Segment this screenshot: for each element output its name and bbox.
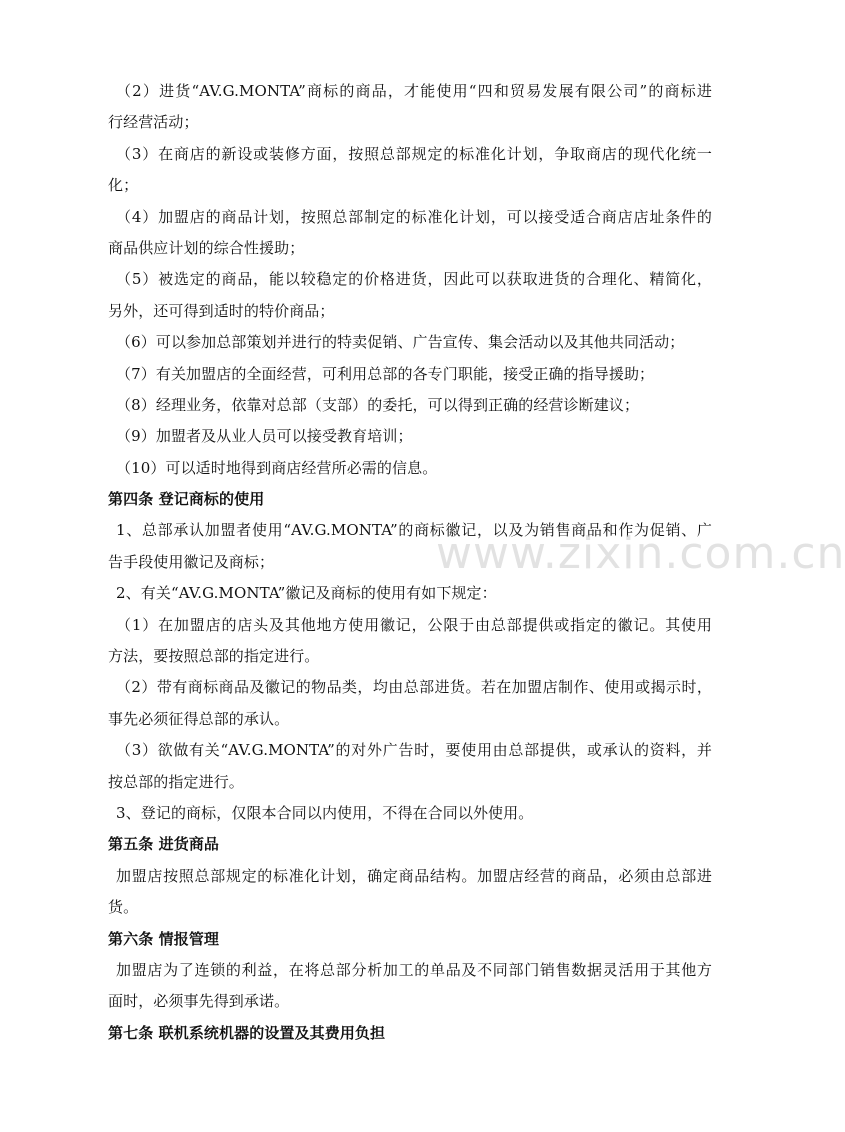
- text-line: （3）欲做有关“AV.G.MONTA”的对外广告时，要使用由总部提供，或承认的资料，并: [116, 741, 712, 760]
- text-line: （4）加盟店的商品计划，按照总部制定的标准化计划，可以接受适合商店店址条件的: [116, 207, 712, 226]
- text-line: 方法，要按照总部的指定进行。: [108, 647, 320, 666]
- section-heading: 第七条 联机系统机器的设置及其费用负担: [108, 1023, 386, 1042]
- text-line: （2）进货“AV.G.MONTA”商标的商品，才能使用“四和贸易发展有限公司”的商标进: [116, 82, 712, 100]
- text-line: 3、登记的商标，仅限本合同以内使用，不得在合同以外使用。: [116, 803, 534, 822]
- text-line: 另外，还可得到适时的特价商品；: [108, 301, 335, 320]
- text-line: 按总部的指定进行。: [108, 772, 244, 791]
- section-heading: 第五条 进货商品: [108, 835, 220, 854]
- text-line: 1、总部承认加盟者使用“AV.G.MONTA”的商标徽记，以及为销售商品和作为促销、广: [116, 521, 712, 540]
- text-line: 货。: [108, 898, 139, 917]
- text-line: （1）在加盟店的店头及其他地方使用徽记，公限于由总部提供或指定的徽记。其使用: [116, 615, 712, 634]
- section-heading: 第四条 登记商标的使用: [108, 490, 265, 509]
- text-line: 面时，必须事先得到承诺。: [108, 992, 290, 1011]
- text-line: 事先必须征得总部的承认。: [108, 709, 290, 728]
- text-line: （9）加盟者及从业人员可以接受教育培训；: [116, 427, 413, 446]
- text-line: （10）可以适时地得到商店经营所必需的信息。: [116, 458, 438, 477]
- text-line: 行经营活动；: [108, 113, 199, 132]
- text-line: （3）在商店的新设或装修方面，按照总部规定的标准化计划，争取商店的现代化统一: [116, 144, 712, 163]
- text-line: 2、有关“AV.G.MONTA”徽记及商标的使用有如下规定：: [116, 584, 497, 603]
- text-line: （7）有关加盟店的全面经营，可利用总部的各专门职能，接受正确的指导援助；: [116, 364, 655, 383]
- text-line: （2）带有商标商品及徽记的物品类，均由总部进货。若在加盟店制作、使用或揭示时，: [116, 678, 712, 697]
- text-line: 化；: [108, 176, 139, 195]
- watermark: www.zixin.com.cn: [436, 528, 845, 579]
- text-line: 商品供应计划的综合性援助；: [108, 238, 305, 257]
- text-line: 加盟店为了连锁的利益，在将总部分析加工的单品及不同部门销售数据灵活用于其他方: [116, 960, 712, 979]
- text-line: 加盟店按照总部规定的标准化计划，确定商品结构。加盟店经营的商品，必须由总部进: [116, 866, 712, 885]
- text-line: 告手段使用徽记及商标；: [108, 552, 275, 571]
- text-line: （5）被选定的商品，能以较稳定的价格进货，因此可以获取进货的合理化、精简化，: [116, 270, 712, 289]
- text-line: （8）经理业务，依靠对总部（支部）的委托，可以得到正确的经营诊断建议；: [116, 395, 640, 414]
- section-heading: 第六条 情报管理: [108, 929, 220, 948]
- text-line: （6）可以参加总部策划并进行的特卖促销、广告宣传、集会活动以及其他共同活动；: [116, 333, 685, 352]
